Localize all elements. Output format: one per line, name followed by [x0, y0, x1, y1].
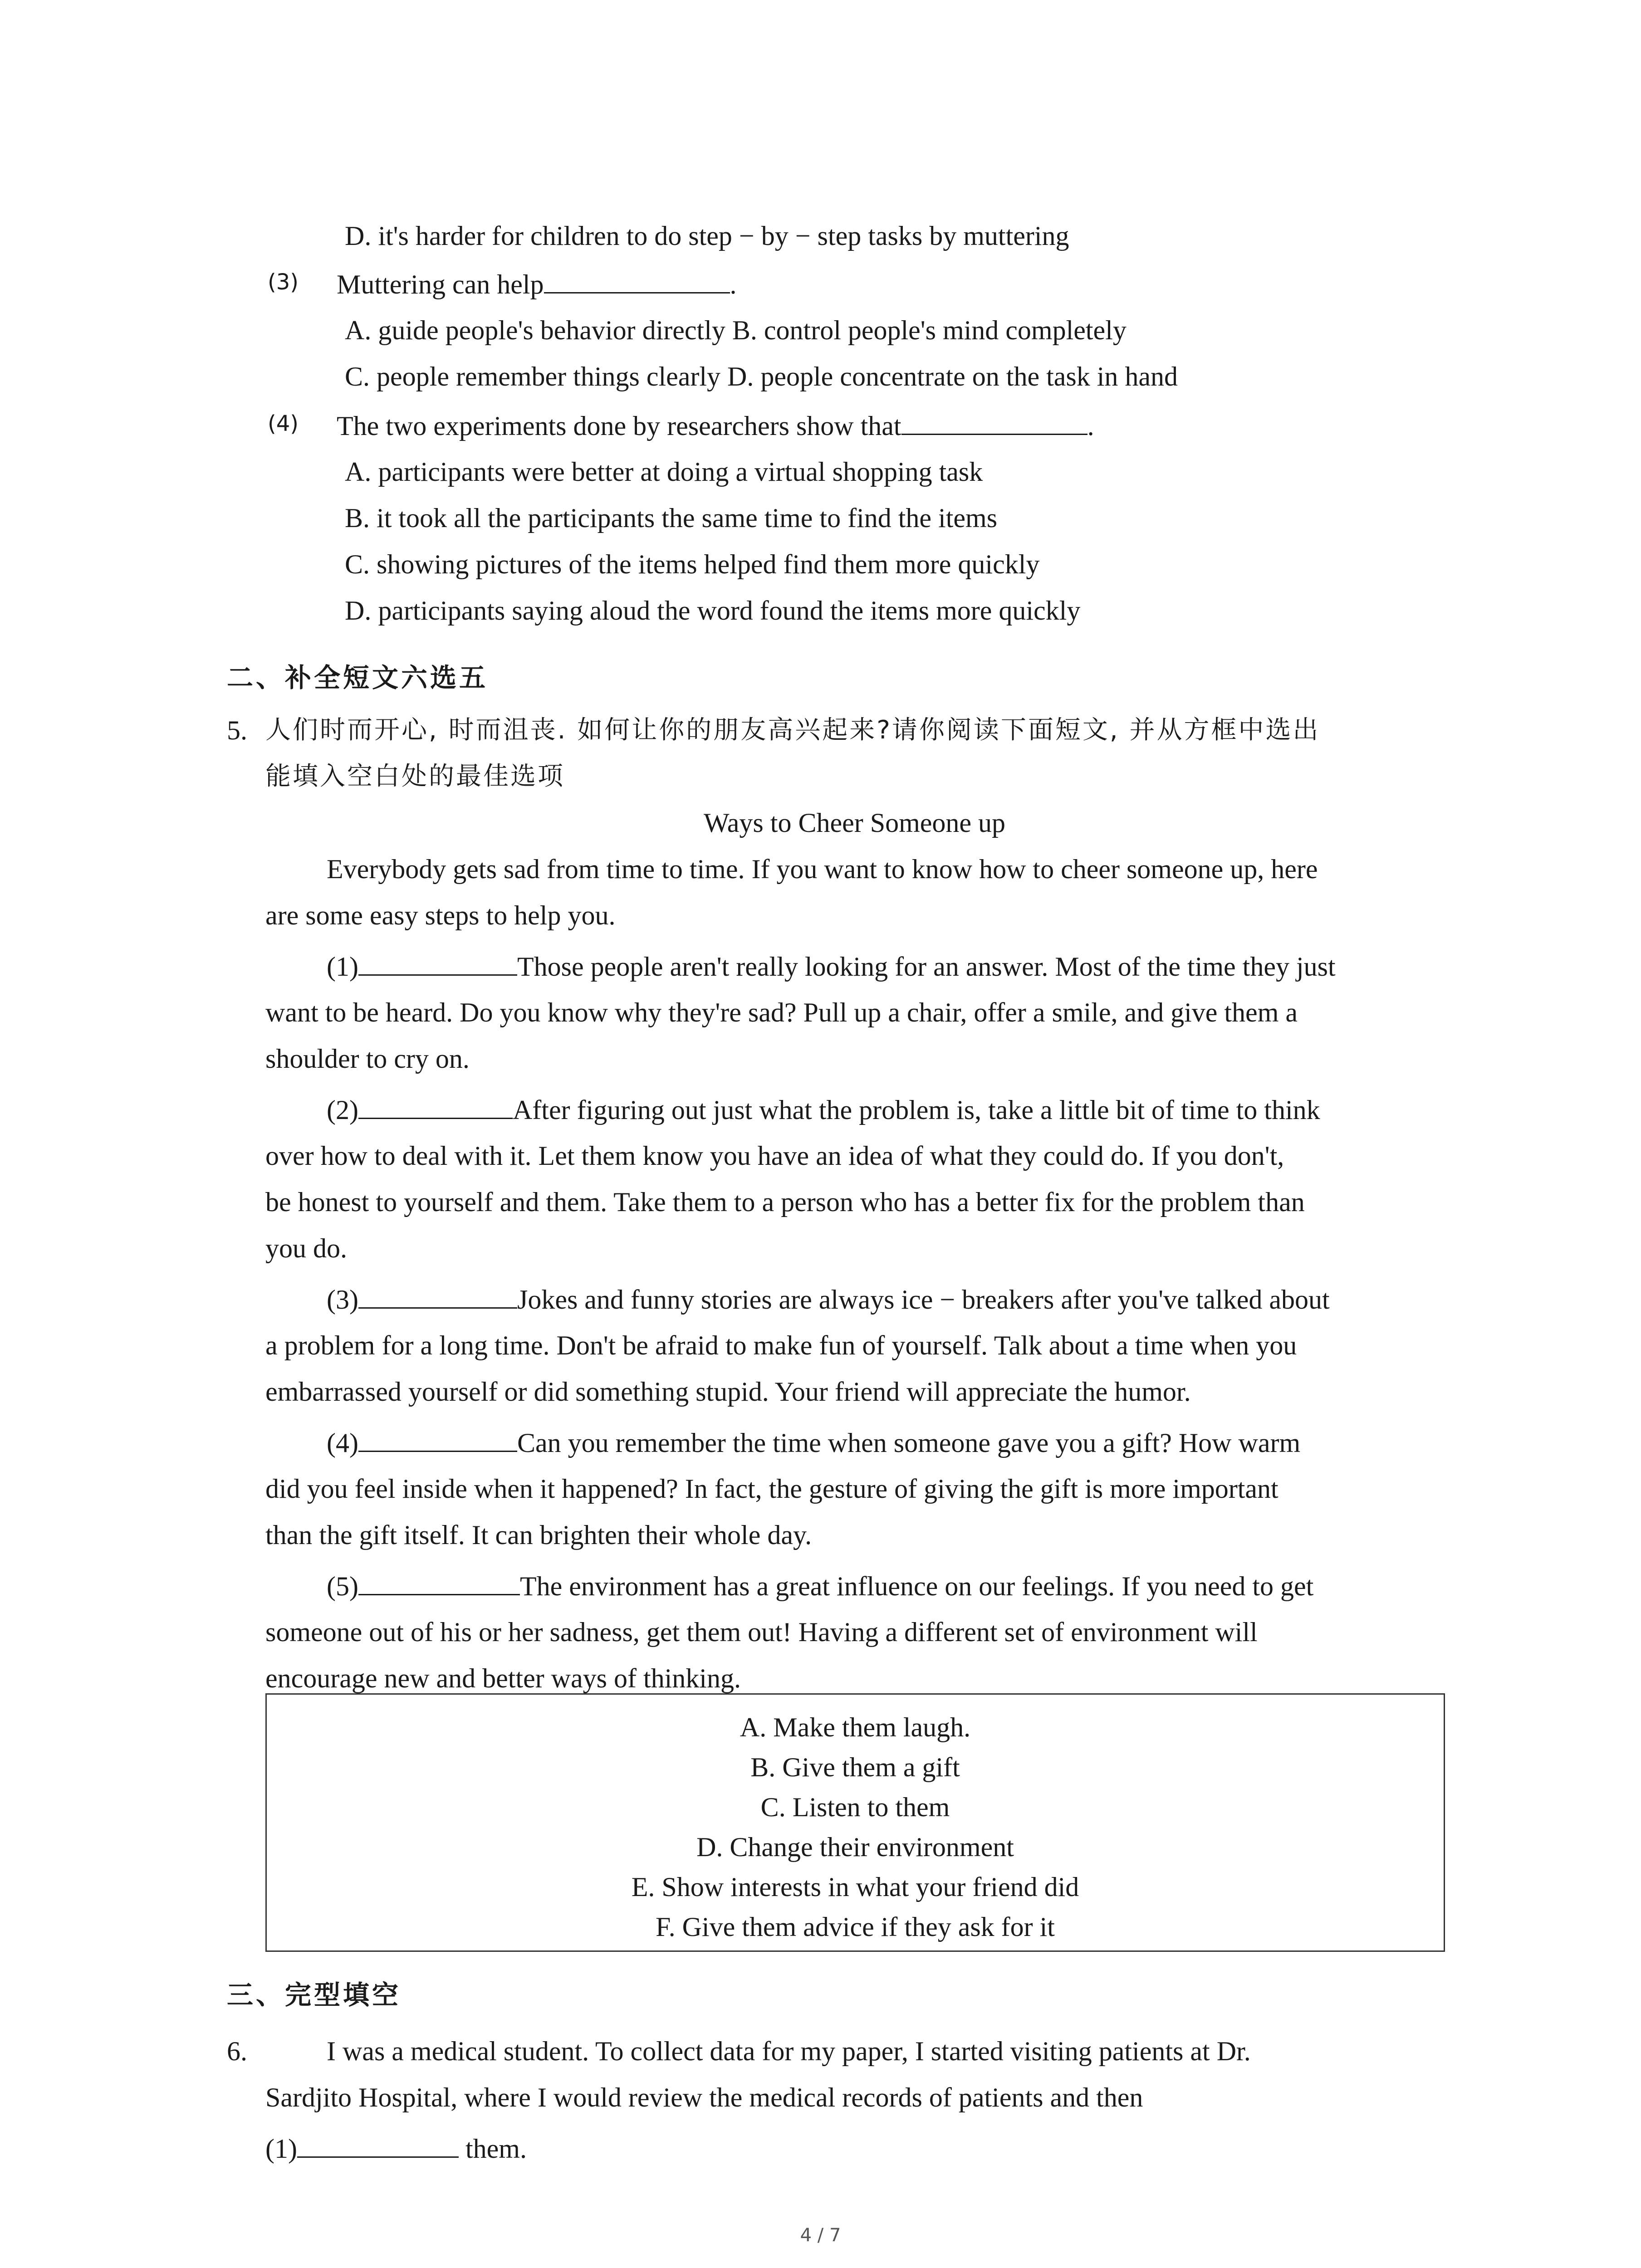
- option-d: D. Change their environment: [696, 1832, 1014, 1862]
- paragraph5-line3: encourage new and better ways of thinking.: [265, 1663, 741, 1693]
- paragraph2-first-line: (2) After figuring out just what the problem is, take a little bit of time to think: [327, 1093, 1320, 1126]
- paragraph5-first-line: (5) The environment has a great influence on our feelings. If you need to get: [327, 1569, 1313, 1603]
- paragraph2-line3: be honest to yourself and them. Take them to a person who has a better fix for the problem than: [265, 1187, 1305, 1217]
- answer-blank[interactable]: [901, 409, 1087, 435]
- q6-line1: I was a medical student. To collect data for my paper, I started visiting patients at Dr.: [327, 2036, 1251, 2066]
- paragraph4-line3: than the gift itself. It can brighten their whole day.: [265, 1520, 812, 1550]
- answer-blank[interactable]: [358, 1283, 517, 1309]
- paragraph4-first-line: (4) Can you remember the time when someone gave you a gift? How warm: [327, 1426, 1300, 1459]
- answer-blank[interactable]: [358, 1426, 517, 1452]
- answer-blank[interactable]: [358, 1569, 520, 1595]
- q5-instruction-line1: 人们时而开心, 时而沮丧. 如何让你的朋友高兴起来?请你阅读下面短文, 并从方框中选出: [265, 715, 1320, 745]
- answer-blank[interactable]: [358, 950, 517, 976]
- paragraph4-line2: did you feel inside when it happened? In fact, the gesture of giving the gift is more important: [265, 1474, 1279, 1504]
- q4-option-d-prev: D. it's harder for children to do step − by − step tasks by muttering: [345, 221, 1069, 251]
- q6-number: 6.: [227, 2036, 247, 2066]
- answer-blank[interactable]: [297, 2132, 459, 2158]
- option-f: F. Give them advice if they ask for it: [656, 1912, 1055, 1942]
- q6-line2: Sardjito Hospital, where I would review the medical records of patients and then: [265, 2082, 1143, 2112]
- q4-3-stem: Muttering can help .: [337, 268, 737, 301]
- section3-heading: 三、完型填空: [227, 1980, 402, 2010]
- paragraph2-line4: you do.: [265, 1233, 347, 1263]
- passage-title: Ways to Cheer Someone up: [703, 808, 1006, 838]
- q4-3-number: (3): [268, 269, 299, 295]
- q4-4-option-c: C. showing pictures of the items helped find them more quickly: [345, 549, 1040, 579]
- paragraph3-first-line: (3) Jokes and funny stories are always ice − breakers after you've talked about: [327, 1283, 1330, 1316]
- options-box: [265, 1693, 1445, 1952]
- q5-instruction-line2: 能填入空白处的最佳选项: [265, 762, 565, 791]
- option-a: A. Make them laugh.: [740, 1712, 971, 1742]
- paragraph5-line2: someone out of his or her sadness, get them out! Having a different set of environment will: [265, 1617, 1258, 1647]
- paragraph1-line3: shoulder to cry on.: [265, 1044, 470, 1074]
- paragraph3-line3: embarrassed yourself or did something stupid. Your friend will appreciate the humor.: [265, 1377, 1191, 1407]
- option-c: C. Listen to them: [760, 1792, 950, 1822]
- q4-4-number: (4): [268, 411, 299, 436]
- answer-blank[interactable]: [544, 268, 730, 293]
- q4-3-options-row2: C. people remember things clearly D. people concentrate on the task in hand: [345, 362, 1178, 391]
- intro-line1: Everybody gets sad from time to time. If you want to know how to cheer someone up, here: [327, 854, 1318, 884]
- page-number: 4 / 7: [800, 2225, 841, 2246]
- option-e: E. Show interests in what your friend did: [631, 1872, 1079, 1902]
- paragraph1-first-line: (1) Those people aren't really looking for an answer. Most of the time they just: [327, 950, 1336, 983]
- q6-line3: (1) them.: [265, 2132, 527, 2165]
- q4-4-option-b: B. it took all the participants the same time to find the items: [345, 503, 998, 533]
- section2-heading: 二、补全短文六选五: [227, 662, 489, 693]
- paragraph1-line2: want to be heard. Do you know why they're sad? Pull up a chair, offer a smile, and give them a: [265, 997, 1298, 1027]
- q4-4-stem: The two experiments done by researchers show that .: [337, 409, 1094, 442]
- paragraph3-line2: a problem for a long time. Don't be afraid to make fun of yourself. Talk about a time when you: [265, 1330, 1297, 1360]
- option-b: B. Give them a gift: [750, 1752, 960, 1782]
- q4-4-option-a: A. participants were better at doing a virtual shopping task: [345, 457, 983, 487]
- q4-3-options-row1: A. guide people's behavior directly B. control people's mind completely: [345, 315, 1127, 345]
- paragraph2-line2: over how to deal with it. Let them know you have an idea of what they could do. If you don't,: [265, 1141, 1284, 1171]
- q4-4-option-d: D. participants saying aloud the word found the items more quickly: [345, 596, 1081, 626]
- q5-number: 5.: [227, 715, 247, 745]
- answer-blank[interactable]: [358, 1093, 513, 1119]
- intro-line2: are some easy steps to help you.: [265, 900, 616, 930]
